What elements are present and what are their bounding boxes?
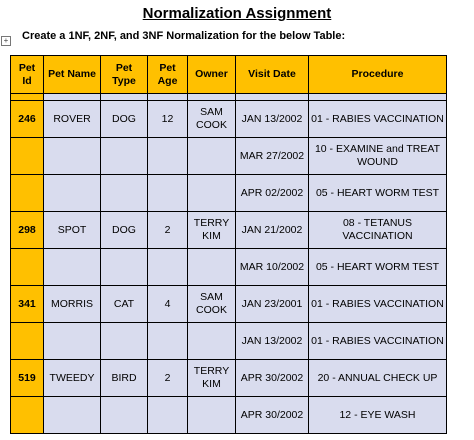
cell-pet-type: BIRD: [101, 360, 148, 397]
cell-pet-type: CAT: [101, 286, 148, 323]
header-owner: Owner: [188, 56, 236, 94]
cell-pet-name: TWEEDY: [44, 360, 101, 397]
cell-pet-age: [148, 138, 188, 175]
cell-pet-type: [101, 138, 148, 175]
cell-pet-name: [44, 249, 101, 286]
header-pet-age: Pet Age: [148, 56, 188, 94]
cell-pet-age: 2: [148, 360, 188, 397]
cell-pet-name: [44, 397, 101, 434]
cell-procedure: 01 - RABIES VACCINATION: [309, 101, 447, 138]
cell-owner: SAM COOK: [188, 286, 236, 323]
page-title: Normalization Assignment: [142, 5, 332, 22]
cell-visit-date: MAR 10/2002: [236, 249, 309, 286]
header-visit-date: Visit Date: [236, 56, 309, 94]
cell-pet-id: 246: [11, 101, 44, 138]
table-row: [11, 286, 447, 323]
cell-procedure: 08 - TETANUS VACCINATION: [309, 212, 447, 249]
spacer-cell: [44, 94, 101, 101]
table-row: [11, 360, 447, 397]
header-procedure: Procedure: [309, 56, 447, 94]
cell-pet-type: DOG: [101, 212, 148, 249]
cell-owner: [188, 323, 236, 360]
cell-owner: [188, 397, 236, 434]
cell-pet-age: [148, 397, 188, 434]
table-row: [11, 101, 447, 138]
table-row: [11, 323, 447, 360]
cell-pet-type: [101, 397, 148, 434]
instructions-text: Create a 1NF, 2NF, and 3NF Normalization for the below Table:: [22, 30, 346, 42]
cell-owner: TERRY KIM: [188, 360, 236, 397]
cell-pet-name: ROVER: [44, 101, 101, 138]
cell-procedure: 05 - HEART WORM TEST: [309, 175, 447, 212]
cell-owner: [188, 138, 236, 175]
cell-owner: SAM COOK: [188, 101, 236, 138]
cell-visit-date: APR 30/2002: [236, 397, 309, 434]
cell-pet-id: [11, 323, 44, 360]
table-row: [11, 175, 447, 212]
cell-pet-age: [148, 175, 188, 212]
cell-pet-id: [11, 249, 44, 286]
header-pet-name: Pet Name: [44, 56, 101, 94]
cell-visit-date: JAN 13/2002: [236, 323, 309, 360]
spacer-cell: [236, 94, 309, 101]
cell-procedure: 10 - EXAMINE and TREAT WOUND: [309, 138, 447, 175]
table-row: [11, 212, 447, 249]
spacer-cell: [188, 94, 236, 101]
cell-visit-date: JAN 13/2002: [236, 101, 309, 138]
spacer-cell: [11, 94, 44, 101]
pet-visits-table: [10, 55, 447, 434]
spacer-cell: [309, 94, 447, 101]
spacer-cell: [101, 94, 148, 101]
table-move-handle-icon[interactable]: +: [1, 36, 11, 46]
cell-procedure: 05 - HEART WORM TEST: [309, 249, 447, 286]
cell-pet-id: 519: [11, 360, 44, 397]
spacer-cell: [148, 94, 188, 101]
cell-pet-age: [148, 249, 188, 286]
cell-procedure: 12 - EYE WASH: [309, 397, 447, 434]
cell-pet-name: [44, 323, 101, 360]
cell-pet-type: [101, 249, 148, 286]
cell-procedure: 01 - RABIES VACCINATION: [309, 286, 447, 323]
cell-pet-id: [11, 175, 44, 212]
cell-pet-type: [101, 323, 148, 360]
cell-pet-age: [148, 323, 188, 360]
cell-pet-name: [44, 175, 101, 212]
cell-pet-age: 2: [148, 212, 188, 249]
cell-owner: [188, 175, 236, 212]
table-row: [11, 249, 447, 286]
header-pet-type: Pet Type: [101, 56, 148, 94]
cell-pet-id: [11, 397, 44, 434]
cell-visit-date: APR 30/2002: [236, 360, 309, 397]
cell-pet-id: 298: [11, 212, 44, 249]
table-row: [11, 138, 447, 175]
cell-visit-date: MAR 27/2002: [236, 138, 309, 175]
cell-pet-age: 12: [148, 101, 188, 138]
spacer-row: [11, 94, 447, 101]
cell-visit-date: JAN 21/2002: [236, 212, 309, 249]
cell-visit-date: APR 02/2002: [236, 175, 309, 212]
cell-pet-id: 341: [11, 286, 44, 323]
cell-pet-name: MORRIS: [44, 286, 101, 323]
cell-pet-id: [11, 138, 44, 175]
cell-procedure: 01 - RABIES VACCINATION: [309, 323, 447, 360]
cell-pet-name: SPOT: [44, 212, 101, 249]
cell-pet-type: DOG: [101, 101, 148, 138]
table-row: [11, 397, 447, 434]
cell-pet-age: 4: [148, 286, 188, 323]
cell-owner: TERRY KIM: [188, 212, 236, 249]
cell-pet-name: [44, 138, 101, 175]
cell-visit-date: JAN 23/2001: [236, 286, 309, 323]
cell-owner: [188, 249, 236, 286]
header-pet-id: Pet Id: [11, 56, 44, 94]
cell-procedure: 20 - ANNUAL CHECK UP: [309, 360, 447, 397]
header-row: [11, 56, 447, 94]
cell-pet-type: [101, 175, 148, 212]
